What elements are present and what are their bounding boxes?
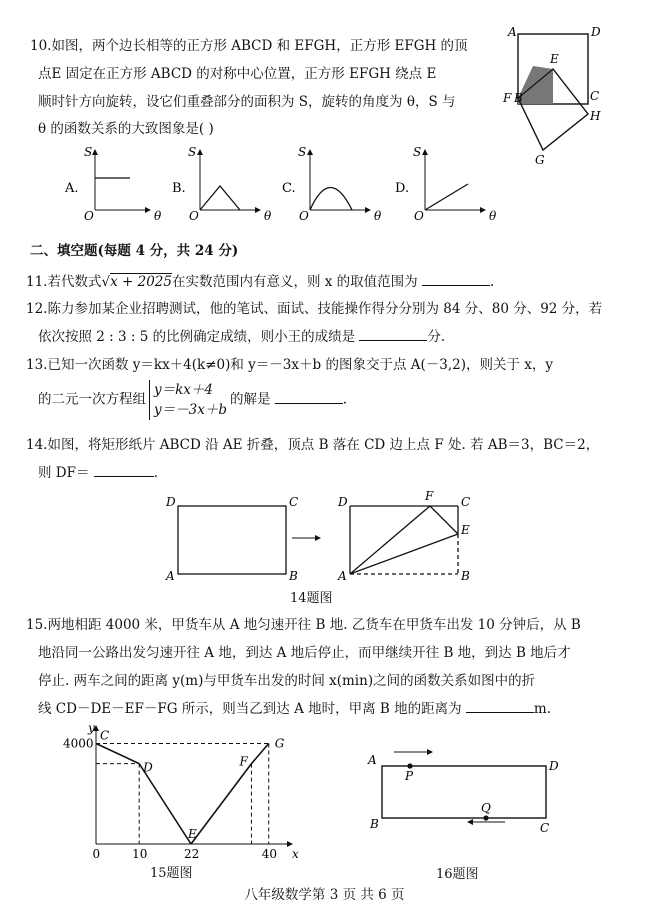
- q10-options: [60, 140, 510, 230]
- q10-label-E: E: [550, 52, 559, 66]
- q14-right-B: B: [461, 569, 470, 583]
- q13-post: 的解是: [229, 391, 271, 408]
- x-tick-0: 0: [92, 847, 101, 861]
- q10-label-A: A: [508, 25, 517, 39]
- q13-end: .: [342, 391, 348, 408]
- q11-post: 在实数范围内有意义，则 x 的取值范围为: [171, 274, 418, 290]
- q14-line-1: 14.如图，将矩形纸片 ABCD 沿 AE 折叠，顶点 B 落在 CD 边上点 F 处. 若 AB＝3，BC＝2，: [26, 437, 600, 453]
- q10-square-figure: [500, 22, 620, 172]
- x-tick-40: 40: [261, 847, 278, 861]
- option-b-letter: B.: [172, 181, 186, 196]
- q16-label-Q: Q: [481, 801, 491, 815]
- q15-line-4: [38, 697, 551, 717]
- q15-answer-blank[interactable]: [466, 698, 534, 713]
- option-a-s: S: [84, 145, 93, 159]
- option-c-theta: θ: [374, 209, 382, 223]
- q10-line-2: 点E 固定在正方形 ABCD 的对称中心位置，正方形 EFGH 绕点 E: [38, 66, 437, 82]
- point-label-d: D: [143, 760, 153, 775]
- q15-caption: 15题图: [150, 866, 193, 881]
- x-tick-22: 22: [184, 847, 200, 861]
- q15-line-1: 15.两地相距 4000 米，甲货车从 A 地匀速开往 B 地. 乙货车在甲货车出发 10 分钟后，从 B: [26, 617, 581, 633]
- q14-line-2: [38, 461, 158, 481]
- q11-end: .: [489, 274, 495, 290]
- y-tick-4000: 4000: [63, 736, 94, 751]
- q15-line-3: 停止. 两车之间的距离 y(m)与甲货车出发的时间 x(min)之间的函数关系如图中的折: [38, 673, 536, 689]
- q14-figure: [160, 488, 480, 588]
- option-d-theta: θ: [489, 209, 497, 223]
- option-a-graph: [64, 145, 162, 223]
- q11-radicand: x + 2025: [110, 274, 172, 290]
- q14-left-D: D: [166, 495, 176, 509]
- q16-label-D: D: [549, 759, 559, 773]
- q10-label-G: G: [535, 153, 545, 167]
- q10-label-C: C: [590, 89, 600, 103]
- option-d-s: S: [413, 145, 422, 159]
- point-label-e: E: [188, 827, 197, 841]
- q10-label-D: D: [591, 25, 601, 39]
- q16-point-q: [483, 815, 488, 820]
- q13-line-2: [38, 380, 347, 420]
- q14-left-C: C: [289, 495, 299, 509]
- option-b-theta: θ: [264, 209, 272, 223]
- option-c-letter: C.: [282, 181, 296, 196]
- q10-label-F: F: [503, 91, 512, 105]
- q16-label-C: C: [540, 821, 550, 835]
- q12-line-1: 12.陈力参加某企业招聘测试，他的笔试、面试、技能操作得分分别为 84 分、80 分、92 分，若: [26, 301, 603, 317]
- q16-label-B: B: [370, 817, 379, 831]
- option-d-letter: D.: [395, 181, 410, 196]
- q13-eq-2: y＝－3x＋b: [154, 402, 227, 418]
- q14-right-A: A: [338, 569, 347, 583]
- section-heading: 二、填空题(每题 4 分，共 24 分): [30, 243, 239, 259]
- q12-line-2: [38, 325, 445, 345]
- q14-right-F: F: [425, 489, 434, 503]
- q14-right-C: C: [461, 495, 471, 509]
- q14-caption: 14题图: [290, 591, 333, 606]
- option-b-o: O: [189, 209, 199, 223]
- segment-cd: [96, 744, 139, 764]
- q11-line: [26, 270, 494, 290]
- q14-end: .: [153, 465, 159, 481]
- q13-eq-1: y＝kx＋4: [154, 382, 214, 398]
- q13-pre: 的二元一次方程组: [38, 391, 146, 408]
- option-d-graph: [395, 145, 497, 223]
- option-d-o: O: [414, 209, 424, 223]
- q13-line-1: 13.已知一次函数 y＝kx＋4(k≠0)和 y＝－3x＋b 的图象交于点 A(－3,2)，则关于 x，y: [26, 357, 554, 373]
- option-c-o: O: [299, 209, 309, 223]
- q12-answer-blank[interactable]: [359, 326, 427, 341]
- q15-end: m.: [533, 701, 552, 717]
- q14-answer-blank[interactable]: [94, 462, 154, 477]
- q14-right-D: D: [338, 495, 348, 509]
- q16-caption: 16题图: [436, 867, 479, 882]
- q14-left-A: A: [166, 569, 175, 583]
- y-axis-label: y: [88, 721, 95, 735]
- q15-chart: [62, 721, 299, 862]
- q10-line-3: 顺时针方向旋转，设它们重叠部分的面积为 S，旋转的角度为 θ，S 与: [38, 94, 456, 110]
- q12-end: 分.: [427, 329, 446, 345]
- option-a-o: O: [84, 209, 94, 223]
- q11-answer-blank[interactable]: [422, 271, 490, 286]
- q15-line-2: 地沿同一公路出发匀速开往 A 地，到达 A 地后停止，而甲继续开往 B 地，到达 B 地后才: [38, 645, 571, 661]
- segment-fg: [251, 744, 268, 764]
- q14-left-B: B: [289, 569, 298, 583]
- q11-pre: 11.若代数式: [26, 274, 102, 290]
- q14-right-E: E: [461, 523, 470, 537]
- option-b-s: S: [188, 145, 197, 159]
- q13-system: [149, 380, 227, 420]
- segment-ef: [191, 764, 251, 844]
- q10-line-1: 10.如图，两个边长相等的正方形 ABCD 和 EFGH，正方形 EFGH 的顶: [30, 38, 468, 54]
- q16-figure: [360, 740, 570, 840]
- segment-de: [139, 764, 191, 844]
- point-label-f: F: [239, 754, 248, 769]
- q10-line-4: θ 的函数关系的大致图象是( ): [38, 121, 214, 137]
- point-label-c: C: [100, 728, 110, 743]
- q12-line-2-text: 依次按照 2 : 3 : 5 的比例确定成绩，则小王的成绩是: [38, 329, 356, 345]
- q14-line-2-text: 则 DF＝: [38, 465, 90, 481]
- option-c-graph: [282, 145, 382, 223]
- option-a-theta: θ: [154, 209, 162, 223]
- point-label-g: G: [274, 736, 285, 751]
- page-footer: 八年级数学第 3 页 共 6 页: [244, 887, 405, 903]
- q15-line-4-text: 线 CD－DE－EF－FG 所示，则当乙到达 A 地时，甲离 B 地的距离为: [38, 701, 462, 717]
- q13-answer-blank[interactable]: [275, 389, 343, 404]
- x-tick-10: 10: [132, 847, 148, 861]
- q16-point-p: [407, 763, 412, 768]
- sqrt-symbol: √: [101, 274, 111, 290]
- option-c-s: S: [298, 145, 307, 159]
- q10-label-H: H: [590, 109, 601, 123]
- q10-label-B: B: [514, 91, 523, 105]
- x-axis-label: x: [292, 847, 299, 861]
- q16-label-P: P: [405, 769, 414, 783]
- option-b-graph: [172, 145, 272, 223]
- q16-label-A: A: [368, 753, 377, 767]
- option-a-letter: A.: [65, 181, 79, 196]
